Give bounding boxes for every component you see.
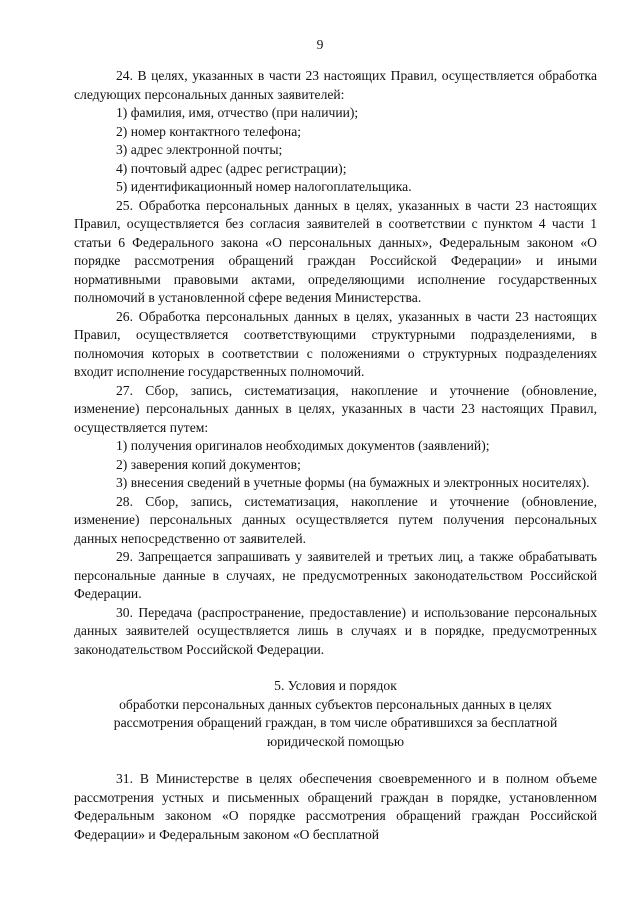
paragraph-26: 26. Обработка персональных данных в целях, указанных в части 23 настоящих Правил, осуществляется соответствующими структурными подразделениями, в полномочия которых в соответствии с положениями о структурных подразделениях входит исполнение государственных полномочий.	[74, 308, 597, 379]
paragraph-25: 25. Обработка персональных данных в целях, указанных в части 23 настоящих Правил, осуществляется без согласия заявителей в соответствии с пунктом 4 части 1 статьи 6 Федерального закона «О персональных данных», Федеральным законом «О порядке рассмотрения обращений граждан Российской Федерации» и иными нормативными правовыми актами, определяющими исполнение государственных полномочий в установленной сфере ведения Министерства.	[74, 197, 597, 305]
section-heading-line: юридической помощью	[266, 733, 405, 749]
paragraph-29: 29. Запрещается запрашивать у заявителей и третьих лиц, а также обрабатывать персональные данные в случаях, не предусмотренных законодательством Российской Федерации.	[74, 549, 597, 601]
list-item: 2) заверения копий документов;	[116, 456, 301, 472]
list-item: 2) номер контактного телефона;	[116, 123, 302, 139]
list-item: 1) фамилия, имя, отчество (при наличии);	[116, 105, 359, 120]
document-body	[74, 67, 597, 844]
paragraph-27: 27. Сбор, запись, систематизация, накопление и уточнение (обновление, изменение) персональных данных в целях, указанных в части 23 настоящих Правил, осуществляется путем:	[74, 382, 597, 435]
spacer	[74, 751, 597, 770]
list-item: 4) почтовый адрес (адрес регистрации);	[116, 160, 347, 176]
paragraph-31: 31. В Министерстве в целях обеспечения своевременного и в полном объеме рассмотрения устных и письменных обращений граждан в порядке, установленном Федеральным законом «О порядке рассмотрения обращений граждан Российской Федерации» и Федеральным законом «О бесплатной	[74, 771, 597, 842]
list-item: 5) идентификационный номер налогоплательщика.	[116, 179, 412, 194]
section-heading-line: 5. Условия и порядок	[274, 678, 397, 693]
page-number: 9	[316, 37, 324, 52]
paragraph-24: 24. В целях, указанных в части 23 настоящих Правил, осуществляется обработка следующих персональных данных заявителей:	[74, 68, 597, 102]
spacer	[74, 659, 597, 677]
section-heading-line: обработки персональных данных субъектов персональных данных в целях	[119, 696, 552, 712]
list-item: 3) адрес электронной почты;	[116, 142, 283, 157]
section-heading-line: рассмотрения обращений граждан, в том числе обратившихся за бесплатной	[113, 715, 558, 730]
paragraph-30: 30. Передача (распространение, предоставление) и использование персональных данных заявителей осуществляется лишь в случаях и в порядке, предусмотренных законодательством Российской Федерации.	[74, 604, 597, 657]
list-item: 1) получения оригиналов необходимых документов (заявлений);	[116, 438, 490, 453]
list-item: 3) внесения сведений в учетные формы (на бумажных и электронных носителях).	[116, 475, 590, 490]
paragraph-28: 28. Сбор, запись, систематизация, накопление и уточнение (обновление, изменение) персональных данных осуществляется путем получения персональных данных непосредственно от заявителей.	[74, 493, 597, 546]
section-heading	[74, 677, 597, 751]
